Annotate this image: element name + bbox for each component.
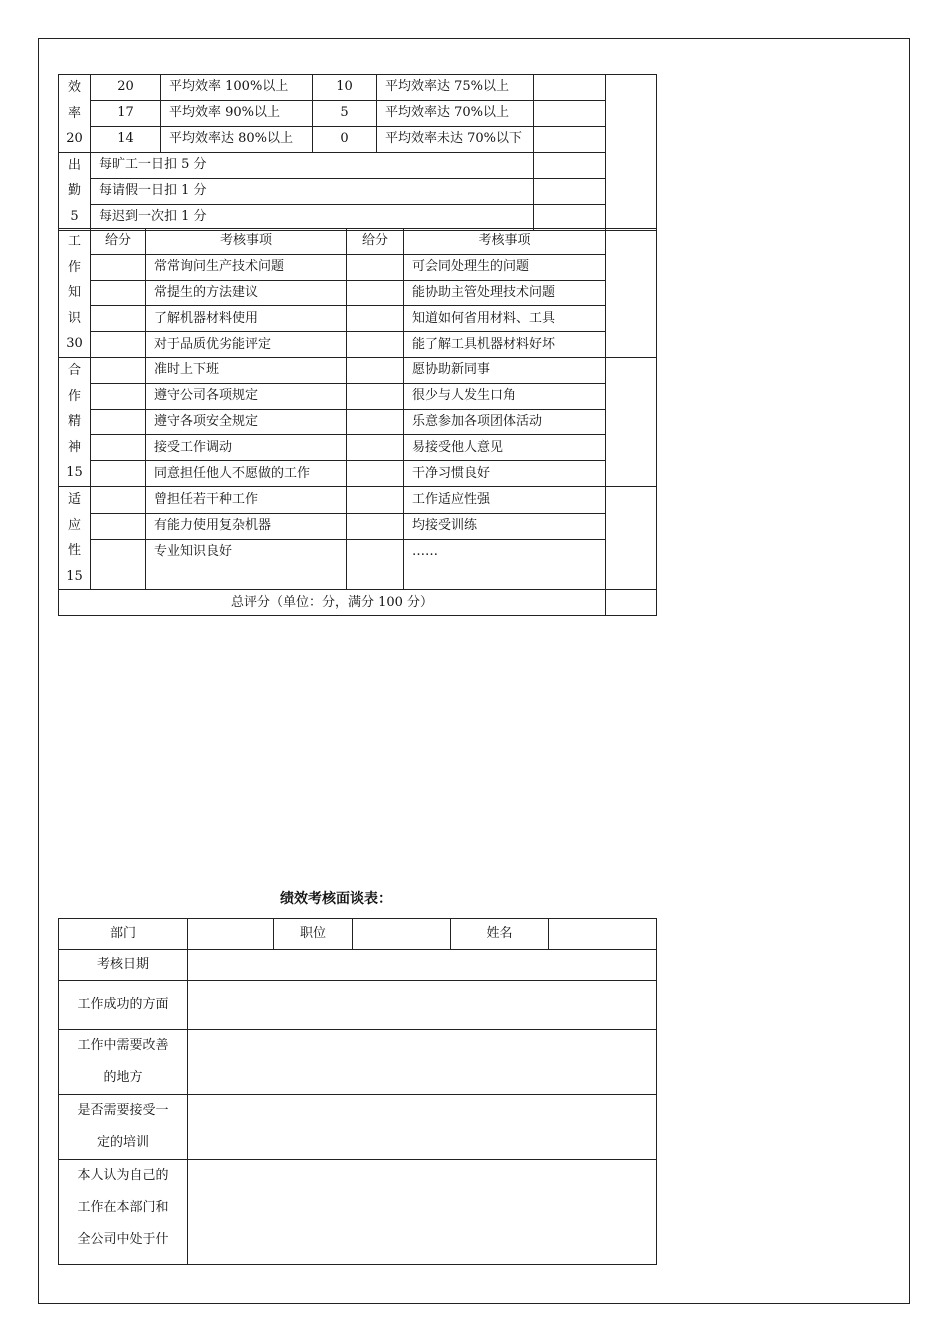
score-input-cell[interactable] bbox=[534, 152, 606, 178]
header-score: 给分 bbox=[91, 229, 146, 255]
date-field[interactable] bbox=[188, 950, 657, 981]
efficiency-table bbox=[58, 74, 657, 231]
score-input-cell[interactable] bbox=[347, 540, 404, 590]
score-input-cell[interactable] bbox=[534, 100, 606, 126]
attendance-rule: 每迟到一次扣 1 分 bbox=[91, 204, 534, 230]
score-input-cell[interactable] bbox=[91, 306, 146, 332]
efficiency-score: 14 bbox=[91, 126, 161, 152]
interview-table bbox=[58, 918, 657, 1265]
criteria-item: 干净习惯良好 bbox=[404, 461, 606, 487]
score-input-cell[interactable] bbox=[347, 513, 404, 540]
score-input-cell[interactable] bbox=[347, 280, 404, 306]
score-input-cell[interactable] bbox=[347, 254, 404, 280]
criteria-item: 常提生的方法建议 bbox=[146, 280, 347, 306]
attendance-label: 出 勤 5 bbox=[59, 152, 91, 230]
improve-field[interactable] bbox=[188, 1030, 657, 1095]
score-input-cell[interactable] bbox=[347, 306, 404, 332]
efficiency-label: 效 率 20 bbox=[59, 75, 91, 153]
score-input-cell[interactable] bbox=[91, 513, 146, 540]
criteria-item: 能了解工具机器材料好坏 bbox=[404, 332, 606, 358]
score-input-cell[interactable] bbox=[347, 461, 404, 487]
score-input-cell[interactable] bbox=[347, 409, 404, 435]
section-subtotal-cell[interactable] bbox=[606, 486, 657, 589]
criteria-item: 接受工作调动 bbox=[146, 435, 347, 461]
criteria-item: 很少与人发生口角 bbox=[404, 383, 606, 409]
score-input-cell[interactable] bbox=[91, 332, 146, 358]
score-input-cell[interactable] bbox=[91, 280, 146, 306]
criteria-item: 同意担任他人不愿做的工作 bbox=[146, 461, 347, 487]
position-label: 职位 bbox=[274, 919, 353, 950]
score-input-cell[interactable] bbox=[91, 254, 146, 280]
score-input-cell[interactable] bbox=[91, 540, 146, 590]
criteria-item: 准时上下班 bbox=[146, 357, 347, 383]
training-field[interactable] bbox=[188, 1095, 657, 1160]
criteria-item: 常常询问生产技术问题 bbox=[146, 254, 347, 280]
criteria-item: …… bbox=[404, 540, 606, 590]
score-input-cell[interactable] bbox=[534, 178, 606, 204]
criteria-item: 专业知识良好 bbox=[146, 540, 347, 590]
score-input-cell[interactable] bbox=[347, 383, 404, 409]
criteria-item: 易接受他人意见 bbox=[404, 435, 606, 461]
criteria-item: 了解机器材料使用 bbox=[146, 306, 347, 332]
criteria-item: 遵守各项安全规定 bbox=[146, 409, 347, 435]
efficiency-desc: 平均效率 100%以上 bbox=[161, 75, 313, 101]
score-input-cell[interactable] bbox=[347, 435, 404, 461]
total-score-label: 总评分（单位：分，满分 100 分） bbox=[59, 590, 606, 616]
score-input-cell[interactable] bbox=[91, 409, 146, 435]
criteria-item: 遵守公司各项规定 bbox=[146, 383, 347, 409]
score-input-cell[interactable] bbox=[91, 486, 146, 513]
efficiency-desc: 平均效率达 70%以上 bbox=[377, 100, 534, 126]
efficiency-score: 10 bbox=[313, 75, 377, 101]
dept-field[interactable] bbox=[188, 919, 274, 950]
header-item: 考核事项 bbox=[404, 229, 606, 255]
criteria-item: 有能力使用复杂机器 bbox=[146, 513, 347, 540]
score-input-cell[interactable] bbox=[347, 332, 404, 358]
criteria-item: 乐意参加各项团体活动 bbox=[404, 409, 606, 435]
improve-label: 工作中需要改善 的地方 bbox=[59, 1030, 188, 1095]
efficiency-desc: 平均效率达 75%以上 bbox=[377, 75, 534, 101]
score-input-cell[interactable] bbox=[534, 126, 606, 152]
section-subtotal-cell[interactable] bbox=[606, 357, 657, 486]
position-field[interactable] bbox=[353, 919, 451, 950]
section-subtotal-cell[interactable] bbox=[606, 229, 657, 358]
efficiency-desc: 平均效率 90%以上 bbox=[161, 100, 313, 126]
self-assessment-field[interactable] bbox=[188, 1160, 657, 1265]
adaptability-label: 适 应 性 15 bbox=[59, 486, 91, 589]
header-item: 考核事项 bbox=[146, 229, 347, 255]
criteria-item: 知道如何省用材料、工具 bbox=[404, 306, 606, 332]
section-subtotal-cell[interactable] bbox=[606, 75, 657, 231]
score-input-cell[interactable] bbox=[91, 357, 146, 383]
score-input-cell[interactable] bbox=[91, 383, 146, 409]
efficiency-desc: 平均效率达 80%以上 bbox=[161, 126, 313, 152]
efficiency-score: 20 bbox=[91, 75, 161, 101]
criteria-item: 均接受训练 bbox=[404, 513, 606, 540]
efficiency-desc: 平均效率未达 70%以下 bbox=[377, 126, 534, 152]
attendance-rule: 每请假一日扣 1 分 bbox=[91, 178, 534, 204]
efficiency-score: 0 bbox=[313, 126, 377, 152]
score-input-cell[interactable] bbox=[534, 204, 606, 230]
interview-title: 绩效考核面谈表： bbox=[280, 891, 392, 907]
criteria-item: 工作适应性强 bbox=[404, 486, 606, 513]
criteria-item: 能协助主管处理技术问题 bbox=[404, 280, 606, 306]
criteria-item: 可会同处理生的问题 bbox=[404, 254, 606, 280]
score-input-cell[interactable] bbox=[91, 461, 146, 487]
dept-label: 部门 bbox=[59, 919, 188, 950]
success-field[interactable] bbox=[188, 981, 657, 1030]
criteria-item: 愿协助新同事 bbox=[404, 357, 606, 383]
score-input-cell[interactable] bbox=[347, 357, 404, 383]
score-input-cell[interactable] bbox=[347, 486, 404, 513]
attendance-rule: 每旷工一日扣 5 分 bbox=[91, 152, 534, 178]
total-score-cell[interactable] bbox=[606, 590, 657, 616]
training-label: 是否需要接受一 定的培训 bbox=[59, 1095, 188, 1160]
header-score: 给分 bbox=[347, 229, 404, 255]
knowledge-label: 工 作 知 识 30 bbox=[59, 229, 91, 358]
name-label: 姓名 bbox=[451, 919, 549, 950]
score-input-cell[interactable] bbox=[534, 75, 606, 101]
criteria-item: 曾担任若干种工作 bbox=[146, 486, 347, 513]
criteria-item: 对于品质优劣能评定 bbox=[146, 332, 347, 358]
success-label: 工作成功的方面 bbox=[59, 981, 188, 1030]
self-assessment-label: 本人认为自己的 工作在本部门和 全公司中处于什 bbox=[59, 1160, 188, 1265]
name-field[interactable] bbox=[549, 919, 657, 950]
criteria-table bbox=[58, 228, 657, 616]
efficiency-score: 5 bbox=[313, 100, 377, 126]
date-label: 考核日期 bbox=[59, 950, 188, 981]
cooperation-label: 合 作 精 神 15 bbox=[59, 357, 91, 486]
score-input-cell[interactable] bbox=[91, 435, 146, 461]
efficiency-score: 17 bbox=[91, 100, 161, 126]
